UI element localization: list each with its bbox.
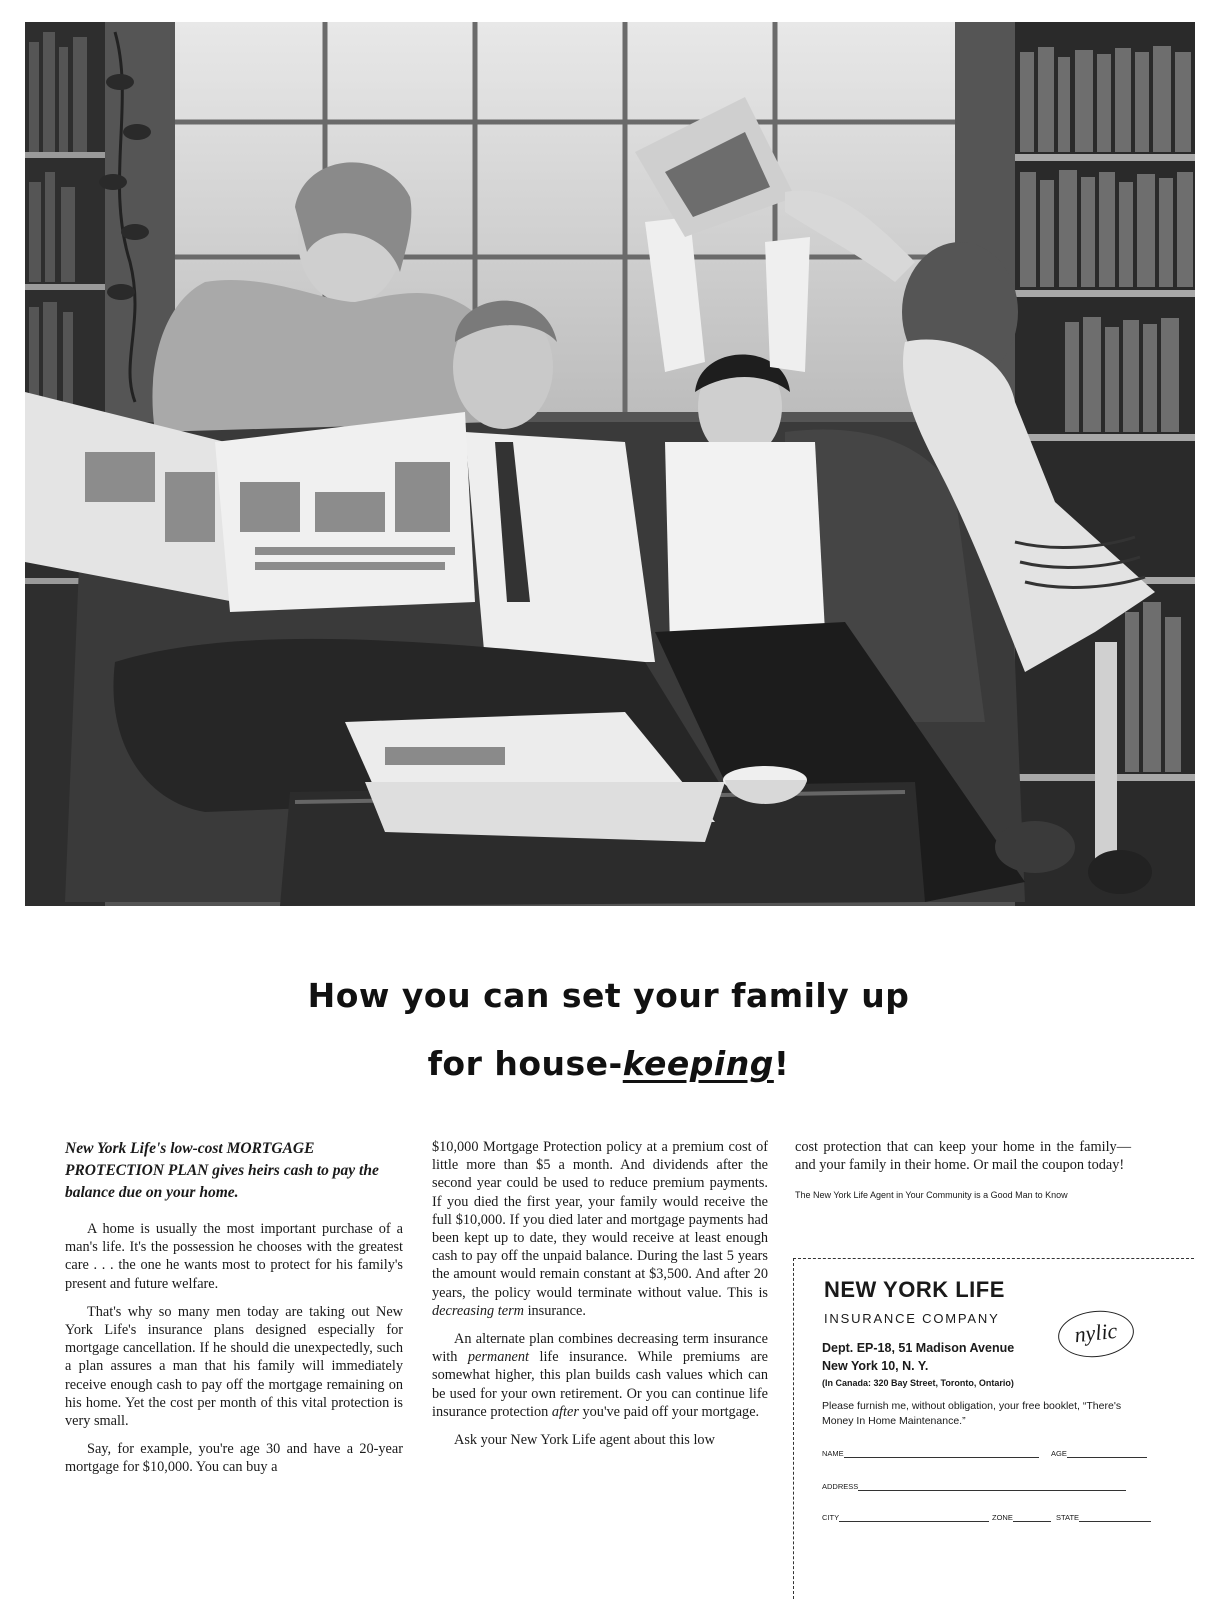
nylic-logo: nylic <box>1056 1307 1136 1361</box>
family-photo <box>25 22 1195 906</box>
body-text: $10,000 Mortgage Protection policy at a premium cost of little more than $5 a month. And dividends after the second year could be used to reduce premium payments. If you died the first year, your family would receive the full $10,000. If you died later and mortgage payments had been kept up to date, they would receive at least enough cash to pay off the unpaid balance. During the last 5 years the amount would remain constant at $3,500. And after 20 years, the policy would terminate without value. This is <box>432 1139 768 1301</box>
zone-label: ZONE <box>992 1513 1013 1522</box>
body-text: An alternate plan combines decreasing term insurance with <box>432 1331 768 1366</box>
body-paragraph: That's why so many men today are taking out New York Life's insurance plans designed especially for mortgage cancellation. If he should die unexpectedly, such a plan assures a man that his family will immediately receive enough cash to pay off the mortgage remaining on his home. Yet the cost per month of this vital protection is very small. <box>65 1303 403 1430</box>
coupon-address <box>822 1339 1014 1375</box>
address-field[interactable] <box>822 1482 1126 1491</box>
headline-keyword: keeping <box>622 1044 774 1083</box>
body-paragraph <box>432 1138 768 1320</box>
body-column-1 <box>65 1138 403 1487</box>
age-line <box>1067 1449 1147 1458</box>
zone-field[interactable] <box>992 1513 1051 1522</box>
emphasis-text: permanent <box>467 1349 530 1366</box>
agent-tagline: The New York Life Agent in Your Community is a Good Man to Know <box>795 1190 1068 1201</box>
body-column-3 <box>795 1138 1131 1205</box>
address-label: ADDRESS <box>822 1482 859 1491</box>
company-subtitle: INSURANCE COMPANY <box>824 1311 1000 1326</box>
body-paragraph: cost protection that can keep your home in the family—and your family in their home. Or mail the coupon today! <box>795 1139 1131 1174</box>
body-paragraph <box>432 1330 768 1421</box>
name-line <box>844 1449 1039 1458</box>
address-line-2: New York 10, N. Y. <box>822 1359 929 1373</box>
state-field[interactable] <box>1056 1513 1151 1522</box>
city-line <box>839 1513 989 1522</box>
body-column-2 <box>432 1138 768 1459</box>
company-name: NEW YORK LIFE <box>824 1277 1005 1302</box>
headline-line-1: How you can set your family up <box>307 976 910 1015</box>
city-label: CITY <box>822 1513 840 1522</box>
booklet-request: Please furnish me, without obligation, your free booklet, “There's Money In Home Maintenance.” <box>822 1400 1122 1427</box>
address-line-1: Dept. EP-18, 51 Madison Avenue <box>822 1341 1015 1355</box>
name-field[interactable] <box>822 1449 1039 1458</box>
body-paragraph: Say, for example, you're age 30 and have a 20-year mortgage for $10,000. You can buy a <box>65 1441 403 1476</box>
name-label: NAME <box>822 1449 844 1458</box>
age-label: AGE <box>1051 1449 1067 1458</box>
body-paragraph: A home is usually the most important purchase of a man's life. It's the possession he chooses with the greatest care . . . the one he wants most to protect for his family's present and future welfare. <box>65 1221 403 1292</box>
address-line <box>858 1482 1126 1491</box>
headline-line-2 <box>0 1044 1217 1083</box>
city-field[interactable] <box>822 1513 989 1522</box>
emphasis-text: after <box>551 1403 579 1420</box>
state-line <box>1079 1513 1151 1522</box>
body-text: you've paid off your mortgage. <box>582 1403 760 1420</box>
body-text: insurance. <box>527 1302 586 1319</box>
emphasis-text: decreasing term <box>432 1302 524 1319</box>
lead-paragraph: New York Life's low-cost MORTGAGE PROTECTION PLAN gives heirs cash to pay the balance due on your home. <box>65 1140 379 1201</box>
canada-address: (In Canada: 320 Bay Street, Toronto, Ontario) <box>822 1378 1014 1388</box>
body-paragraph: Ask your New York Life agent about this low <box>454 1432 715 1449</box>
body-text: life insurance. While premiums are somewhat higher, this plan builds cash values which can be used for your own retirement. Or you can continue life insurance protection <box>432 1349 768 1420</box>
zone-line <box>1013 1513 1051 1522</box>
age-field[interactable] <box>1051 1449 1147 1458</box>
headline-line-2-suffix: ! <box>773 1044 790 1083</box>
state-label: STATE <box>1056 1513 1080 1522</box>
mail-coupon <box>793 1258 1194 1599</box>
headline-line-2-prefix: for house- <box>427 1044 623 1083</box>
